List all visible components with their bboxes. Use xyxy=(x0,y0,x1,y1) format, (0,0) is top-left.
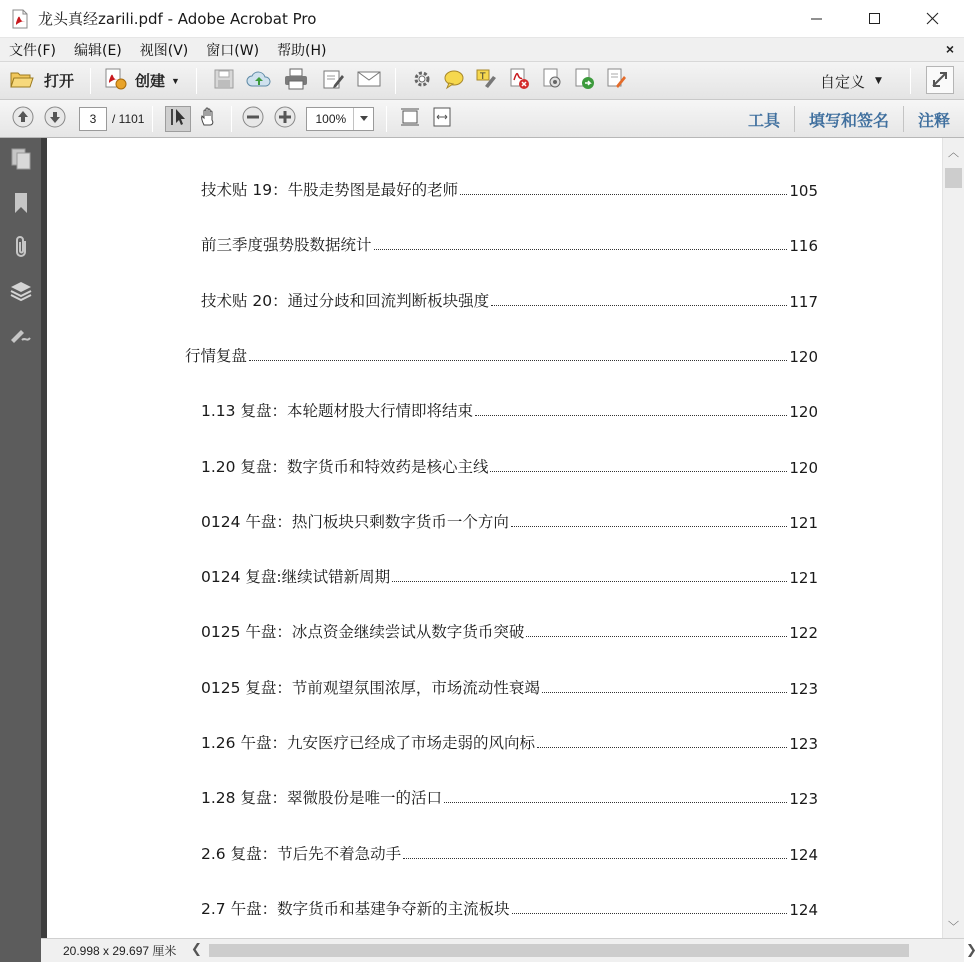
acrobat-pdf-icon xyxy=(10,9,30,29)
toc-entry-page: 123 xyxy=(789,679,818,698)
toolbar-divider xyxy=(196,68,197,94)
settings-icon xyxy=(412,69,432,92)
toc-entry[interactable] xyxy=(201,786,818,808)
toolbar-divider xyxy=(90,68,91,94)
customize-dropdown[interactable] xyxy=(820,66,882,96)
menu-bar xyxy=(0,38,964,62)
toc-entry-page: 123 xyxy=(789,735,818,753)
horizontal-scrollbar[interactable] xyxy=(189,941,939,960)
toc-entry[interactable] xyxy=(201,289,818,311)
save-button[interactable] xyxy=(207,66,241,96)
toc-entry[interactable] xyxy=(201,510,818,532)
toc-entry-page: 121 xyxy=(789,569,818,588)
scroll-thumb[interactable] xyxy=(945,168,962,188)
toc-entry[interactable] xyxy=(185,344,818,366)
chevron-down-icon: ▼ xyxy=(875,76,882,86)
maximize-button[interactable] xyxy=(846,0,904,38)
toc-entry-title: 1.28 复盘：翠微股份是唯一的活口 xyxy=(201,789,442,808)
zoom-in-icon xyxy=(274,106,296,131)
toc-leader-dots xyxy=(491,305,787,306)
previous-page-button[interactable] xyxy=(11,104,35,134)
bookmark-icon xyxy=(12,192,30,217)
sign-icon xyxy=(605,68,627,93)
toc-leader-dots xyxy=(526,636,787,637)
toc-entry-title: 2.7 午盘：数字货币和基建争夺新的主流板块 xyxy=(201,899,510,918)
page-size-readout: 20.998 x 29.697 厘米 xyxy=(63,944,177,958)
scroll-right-icon[interactable]: ❯ xyxy=(966,942,977,957)
zoom-value: 100% xyxy=(315,111,347,126)
toc-entry-title: 0124 复盘:继续试错新周期 xyxy=(201,568,391,587)
arrow-down-icon xyxy=(44,106,66,131)
window-title: 龙头真经zarili.pdf - Adobe Acrobat Pro xyxy=(38,10,317,28)
customize-label: 自定义 xyxy=(820,72,866,91)
hand-icon xyxy=(199,107,219,130)
pages-icon xyxy=(10,147,32,174)
toc-entry[interactable] xyxy=(201,233,818,255)
toc-entry-page: 122 xyxy=(789,624,818,643)
layers-button[interactable] xyxy=(0,270,41,314)
toolbar-divider xyxy=(910,68,911,94)
zoom-level-select[interactable] xyxy=(306,107,374,131)
print-icon xyxy=(284,68,308,93)
scroll-down-icon[interactable]: ﹀ xyxy=(948,921,959,933)
navigation-pane xyxy=(0,138,41,962)
sign-button[interactable] xyxy=(600,66,632,96)
toolbar-divider xyxy=(395,68,396,94)
toolbar-divider xyxy=(152,106,153,132)
chevron-down-icon: ▼ xyxy=(171,75,180,86)
toc-leader-dots xyxy=(444,802,787,803)
toc-entry[interactable] xyxy=(201,455,818,477)
edit-icon xyxy=(322,68,344,93)
menu-help[interactable]: 帮助(H) xyxy=(277,42,327,59)
toc-entry[interactable] xyxy=(201,178,818,200)
menu-file[interactable]: 文件(F) xyxy=(9,42,56,59)
hand-tool-button[interactable] xyxy=(195,104,223,134)
document-view[interactable] xyxy=(47,138,942,938)
delete-pdf-icon xyxy=(508,68,530,93)
toc-entry-title: 1.26 午盘：九安医疗已经成了市场走弱的风向标 xyxy=(201,734,535,752)
paperclip-icon xyxy=(13,235,29,262)
toc-leader-dots xyxy=(537,747,787,748)
toc-entry-page: 124 xyxy=(789,900,818,919)
menu-edit[interactable]: 编辑(E) xyxy=(73,42,122,59)
fill-sign-link[interactable]: 填写和签名 xyxy=(808,110,889,130)
scroll-up-icon[interactable]: ︿ xyxy=(948,147,959,159)
toc-entry[interactable] xyxy=(201,897,818,919)
bookmarks-button[interactable] xyxy=(0,182,41,226)
toolbar-divider xyxy=(231,106,232,132)
highlight-icon xyxy=(475,68,497,93)
comment-button[interactable] xyxy=(438,66,470,96)
export-button[interactable] xyxy=(568,66,600,96)
toc-entry-page: 117 xyxy=(789,292,818,311)
arrow-up-icon xyxy=(12,106,34,131)
status-bar xyxy=(41,938,977,962)
horizontal-scroll-thumb[interactable] xyxy=(209,944,909,957)
open-label: 打开 xyxy=(44,72,75,90)
menu-view[interactable]: 视图(V) xyxy=(139,42,189,59)
fit-width-button[interactable] xyxy=(427,104,457,134)
toc-entry-page: 105 xyxy=(789,182,818,200)
toc-leader-dots xyxy=(403,858,787,859)
svg-text:T: T xyxy=(479,72,486,82)
main-toolbar xyxy=(0,62,964,100)
toc-entry-page: 124 xyxy=(789,845,818,864)
settings-button[interactable] xyxy=(406,66,438,96)
toc-leader-dots xyxy=(392,581,787,582)
toc-leader-dots xyxy=(460,194,787,195)
review-button[interactable] xyxy=(536,66,568,96)
close-document-button[interactable]: × xyxy=(945,41,954,57)
navigation-toolbar xyxy=(0,100,964,138)
toc-entry-title: 1.13 复盘：本轮题材股大行情即将结束 xyxy=(201,402,473,421)
layers-icon xyxy=(9,280,33,305)
toc-entry[interactable] xyxy=(201,676,818,698)
toc-entry[interactable] xyxy=(201,399,818,421)
total-pages: / 1101 xyxy=(112,111,145,126)
toc-leader-dots xyxy=(490,471,787,472)
toc-entry-page: 123 xyxy=(789,790,818,809)
select-tool-button[interactable] xyxy=(165,106,191,132)
export-icon xyxy=(573,68,595,93)
toc-entry-title: 2.6 复盘：节后先不着急动手 xyxy=(201,844,402,863)
comment-icon xyxy=(443,69,465,92)
toc-entry-title: 技术贴 19：牛股走势图是最好的老师 xyxy=(201,181,459,199)
tools-link[interactable]: 工具 xyxy=(747,110,780,130)
zoom-out-button[interactable] xyxy=(240,104,266,134)
toc-entry-page: 116 xyxy=(789,237,818,256)
cursor-icon xyxy=(170,108,186,129)
page-number-input[interactable]: 3 xyxy=(79,107,107,131)
toc-entry-page: 120 xyxy=(789,347,818,366)
toc-entry-page: 120 xyxy=(789,403,818,422)
fit-width-icon xyxy=(432,106,452,131)
toc-leader-dots xyxy=(475,415,787,416)
upload-icon xyxy=(247,69,271,92)
task-pane-links xyxy=(734,100,964,138)
toc-entry-title: 1.20 复盘：数字货币和特效药是核心主线 xyxy=(201,457,489,476)
expand-icon xyxy=(931,70,949,91)
email-button[interactable] xyxy=(351,66,387,96)
signatures-button[interactable] xyxy=(0,314,41,358)
menu-window[interactable]: 窗口(W) xyxy=(206,42,260,59)
toc-entry-title: 0125 复盘：节前观望氛围浓厚，市场流动性衰竭 xyxy=(201,678,540,697)
attachments-button[interactable] xyxy=(0,226,41,270)
print-button[interactable] xyxy=(277,66,315,96)
toc-entry-title: 0124 午盘：热门板块只剩数字货币一个方向 xyxy=(201,512,509,531)
toc-leader-dots xyxy=(249,360,787,361)
toc-entry-title: 0125 午盘：冰点资金继续尝试从数字货币突破 xyxy=(201,623,525,642)
toc-entry[interactable] xyxy=(201,731,818,753)
toc-entry[interactable] xyxy=(201,565,818,587)
delete-pdf-button[interactable] xyxy=(502,66,536,96)
toc-entry-page: 120 xyxy=(789,458,818,477)
close-window-button[interactable] xyxy=(904,0,962,38)
chevron-down-icon[interactable] xyxy=(353,108,373,130)
folder-open-icon xyxy=(10,69,34,92)
scroll-left-icon[interactable]: ❮ xyxy=(191,941,202,956)
highlight-button[interactable] xyxy=(470,66,502,96)
toc-leader-dots xyxy=(374,249,788,250)
create-pdf-icon xyxy=(103,68,127,93)
fullscreen-button[interactable] xyxy=(926,66,954,94)
toc-entry-page: 121 xyxy=(789,513,818,532)
toc-entry[interactable] xyxy=(201,842,818,864)
minimize-button[interactable] xyxy=(788,0,846,38)
save-icon xyxy=(214,69,234,92)
title-bar xyxy=(0,0,964,38)
fit-page-button[interactable] xyxy=(395,104,425,134)
toc-entry-title: 前三季度强势股数据统计 xyxy=(201,236,372,255)
upload-button[interactable] xyxy=(241,66,277,96)
toc-entry-title: 技术贴 20：通过分歧和回流判断板块强度 xyxy=(201,291,490,310)
create-label: 创建 xyxy=(135,72,166,90)
toc-entry[interactable] xyxy=(201,620,818,642)
toc-leader-dots xyxy=(512,913,788,914)
toc-leader-dots xyxy=(542,692,787,693)
open-button[interactable] xyxy=(10,66,74,96)
zoom-in-button[interactable] xyxy=(272,104,298,134)
email-icon xyxy=(357,70,381,91)
vertical-scrollbar[interactable] xyxy=(942,138,964,938)
page-thumbnails-button[interactable] xyxy=(0,138,41,182)
toolbar-divider xyxy=(386,106,387,132)
create-button[interactable] xyxy=(103,66,180,96)
signature-icon xyxy=(9,325,33,348)
fit-page-icon xyxy=(401,106,419,131)
next-page-button[interactable] xyxy=(43,104,67,134)
review-icon xyxy=(541,68,563,93)
comment-link[interactable]: 注释 xyxy=(917,110,950,130)
zoom-out-icon xyxy=(242,106,264,131)
toc-entry-title: 行情复盘 xyxy=(185,346,248,365)
edit-button[interactable] xyxy=(315,66,351,96)
toc-leader-dots xyxy=(511,526,787,527)
